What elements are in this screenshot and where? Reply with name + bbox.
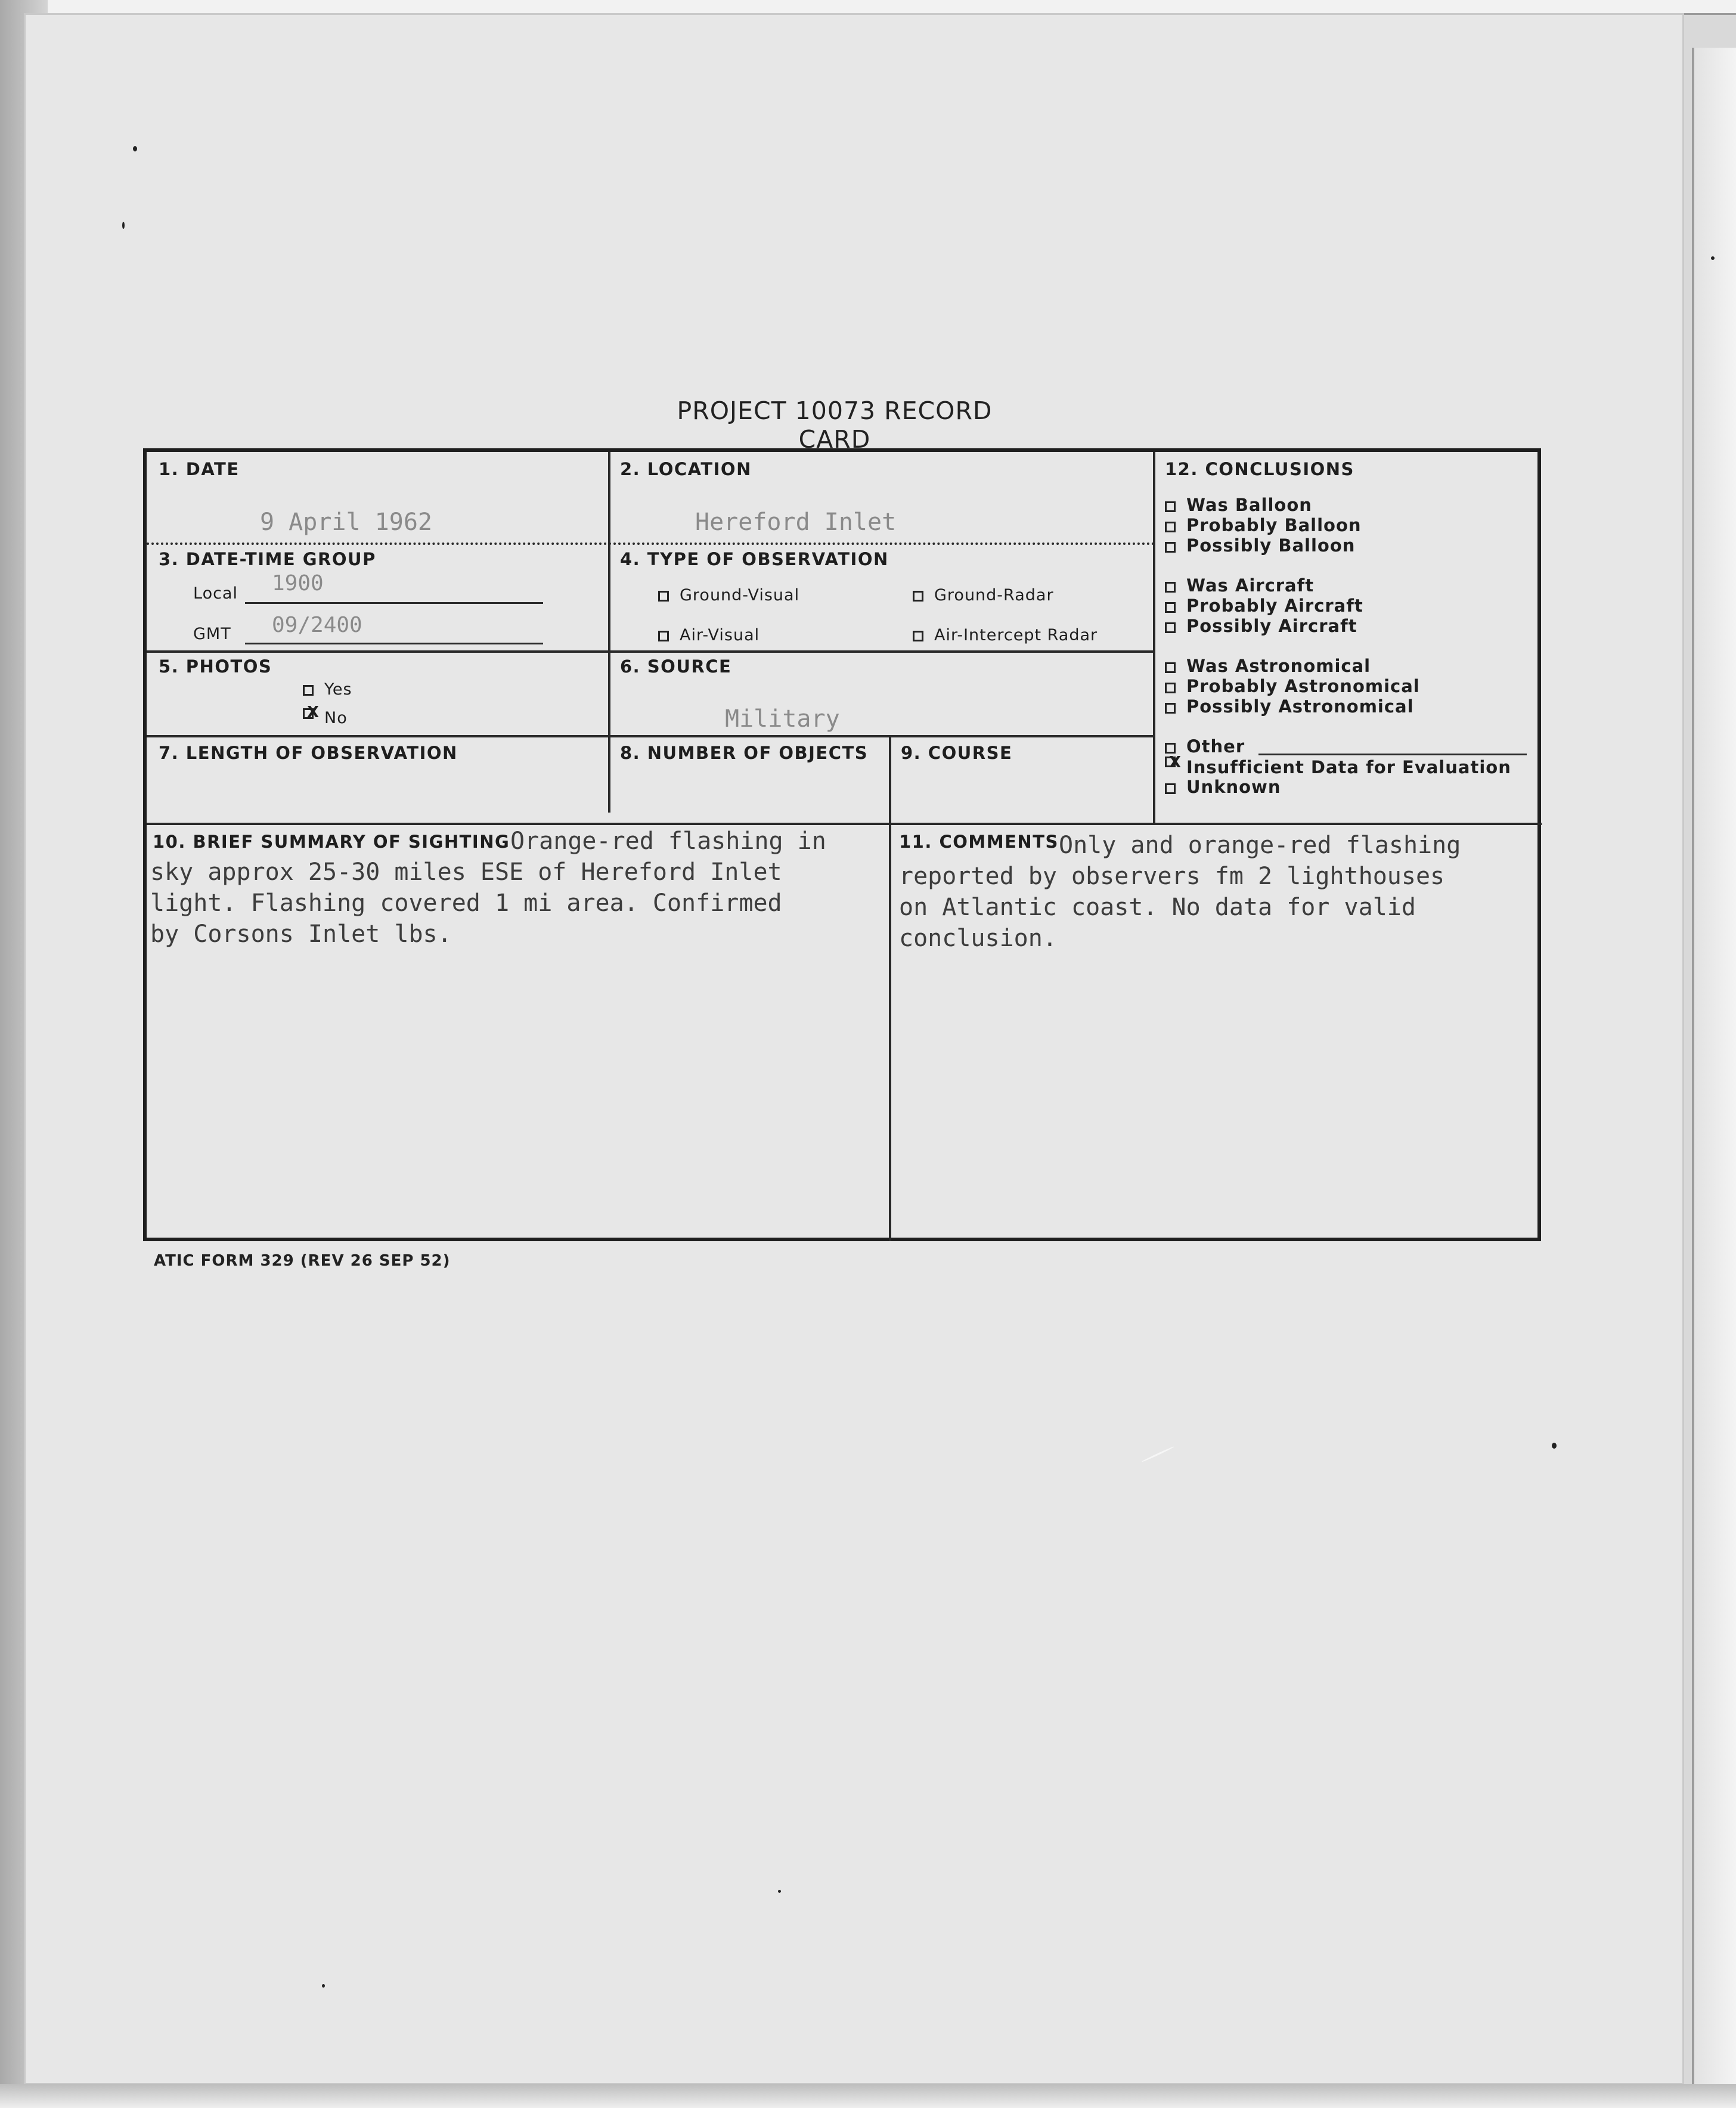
checkbox-icon [1165, 662, 1176, 673]
checkbox-icon [1165, 683, 1176, 693]
divider-h-4 [147, 823, 1542, 825]
summary-label: 10. BRIEF SUMMARY OF SIGHTING [153, 832, 510, 852]
record-card [143, 448, 1541, 1241]
checkbox-icon [1165, 522, 1176, 532]
option-air-intercept-radar[interactable]: Air-Intercept Radar [913, 626, 1098, 644]
conclusion-possibly-astronomical[interactable]: Possibly Astronomical [1165, 696, 1414, 717]
checkbox-icon [658, 591, 669, 602]
checkbox-icon [913, 591, 923, 602]
date-time-group-label: 3. DATE-TIME GROUP [159, 549, 376, 569]
option-ground-radar[interactable]: Ground-Radar [913, 586, 1054, 604]
divider-v-1 [608, 452, 610, 813]
number-of-objects-label: 8. NUMBER OF OBJECTS [620, 743, 869, 763]
photos-label: 5. PHOTOS [159, 656, 272, 677]
comments-line-3: on Atlantic coast. No data for valid [899, 894, 1416, 921]
summary-line-4: by Corsons Inlet lbs. [150, 920, 452, 948]
conclusion-was-aircraft[interactable]: Was Aircraft [1165, 575, 1314, 596]
course-label: 9. COURSE [901, 743, 1013, 763]
comments-line-1: Only and orange-red flashing [1059, 832, 1461, 859]
option-ground-visual[interactable]: Ground-Visual [658, 586, 799, 604]
page-right-edge [1692, 48, 1736, 2098]
divider-h-1 [147, 542, 1155, 545]
conclusion-insufficient-data[interactable]: XInsufficient Data for Evaluation [1165, 757, 1511, 777]
source-label: 6. SOURCE [620, 656, 732, 677]
checkbox-checked-icon [1165, 757, 1176, 767]
gmt-value: 09/2400 [272, 613, 362, 637]
conclusion-probably-balloon[interactable]: Probably Balloon [1165, 515, 1362, 535]
checkbox-icon [1165, 783, 1176, 794]
date-label: 1. DATE [159, 459, 240, 479]
conclusion-possibly-balloon[interactable]: Possibly Balloon [1165, 535, 1355, 556]
checkbox-icon [1165, 703, 1176, 714]
scan-speck [1711, 256, 1715, 260]
page-bottom-edge [0, 2084, 1736, 2108]
conclusion-was-balloon[interactable]: Was Balloon [1165, 495, 1312, 515]
location-value: Hereford Inlet [695, 509, 897, 536]
option-air-visual[interactable]: Air-Visual [658, 626, 760, 644]
checkbox-icon [1165, 743, 1176, 754]
source-value: Military [725, 705, 840, 733]
local-underline [245, 602, 543, 604]
length-of-observation-label: 7. LENGTH OF OBSERVATION [159, 743, 458, 763]
checkbox-icon [658, 631, 669, 641]
checkbox-icon [1165, 602, 1176, 613]
scan-speck [133, 146, 137, 151]
comments-line-4: conclusion. [899, 925, 1057, 952]
checkbox-icon [1165, 622, 1176, 633]
other-underline [1258, 754, 1527, 755]
location-label: 2. LOCATION [620, 459, 752, 479]
checkbox-icon [1165, 542, 1176, 553]
conclusions-label: 12. CONCLUSIONS [1165, 459, 1354, 479]
scan-speck [778, 1890, 781, 1893]
type-of-observation-label: 4. TYPE OF OBSERVATION [620, 549, 889, 569]
divider-h-3 [147, 735, 1155, 737]
summary-line-1: Orange-red flashing in [510, 827, 826, 855]
checkbox-icon [913, 631, 923, 641]
conclusion-unknown[interactable]: Unknown [1165, 777, 1281, 797]
conclusion-probably-aircraft[interactable]: Probably Aircraft [1165, 596, 1363, 616]
scan-speck [322, 1984, 325, 1988]
checkbox-checked-icon [303, 708, 314, 719]
conclusion-probably-astronomical[interactable]: Probably Astronomical [1165, 676, 1420, 696]
gmt-underline [245, 643, 543, 644]
conclusion-possibly-aircraft[interactable]: Possibly Aircraft [1165, 616, 1357, 636]
conclusion-was-astronomical[interactable]: Was Astronomical [1165, 656, 1371, 676]
local-value: 1900 [272, 571, 324, 596]
divider-v-2 [1153, 452, 1155, 825]
scan-speck [122, 222, 125, 229]
checkbox-icon [1165, 582, 1176, 593]
local-label: Local [193, 584, 238, 603]
date-value: 9 April 1962 [260, 509, 432, 536]
divider-v-3 [889, 735, 891, 1241]
checkbox-icon [1165, 501, 1176, 512]
summary-line-2: sky approx 25-30 miles ESE of Hereford Inlet [150, 858, 782, 886]
photos-no-option[interactable]: XNo [303, 708, 348, 727]
comments-label: 11. COMMENTS [899, 832, 1059, 852]
checkbox-icon [303, 685, 314, 696]
card-title: PROJECT 10073 RECORD CARD [677, 396, 993, 454]
comments-line-2: reported by observers fm 2 lighthouses [899, 863, 1445, 890]
gmt-label: GMT [193, 625, 231, 643]
scan-speck [1552, 1443, 1557, 1449]
summary-line-3: light. Flashing covered 1 mi area. Confirmed [150, 889, 782, 917]
divider-h-2 [147, 650, 1155, 653]
photos-yes-option[interactable]: Yes [303, 680, 352, 699]
conclusion-other[interactable]: Other [1165, 736, 1245, 757]
form-identifier: ATIC FORM 329 (REV 26 SEP 52) [154, 1252, 451, 1270]
